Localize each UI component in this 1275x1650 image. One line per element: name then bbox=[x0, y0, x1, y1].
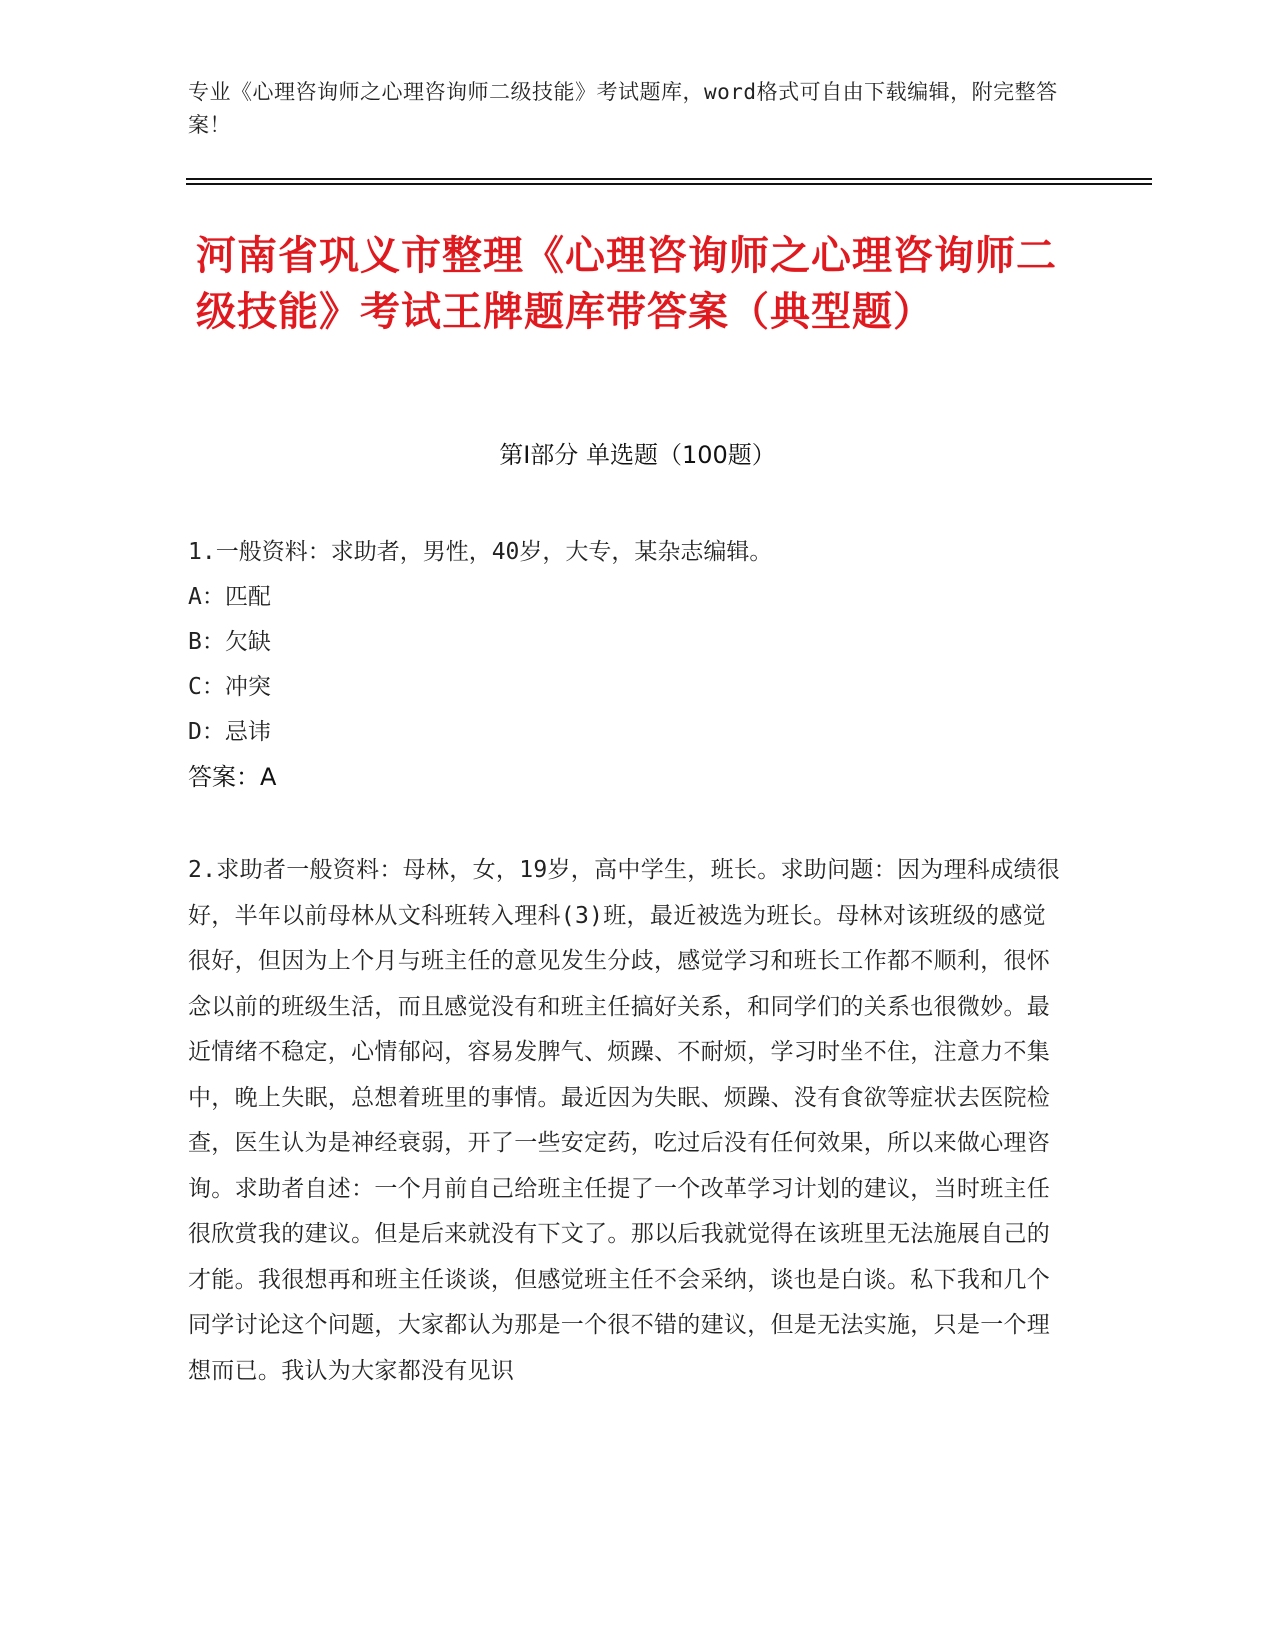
option-d: D：忌讳 bbox=[188, 719, 271, 745]
header-divider-top bbox=[186, 178, 1152, 180]
option-c: C：冲突 bbox=[188, 674, 271, 700]
header-divider-bottom bbox=[186, 183, 1152, 185]
answer: 答案：A bbox=[188, 763, 277, 791]
question-1 bbox=[188, 530, 1068, 800]
document-title: 河南省巩义市整理《心理咨询师之心理咨询师二级技能》考试王牌题库带答案（典型题） bbox=[196, 233, 1057, 335]
question-stem: 1.一般资料：求助者，男性，40岁，大专，某杂志编辑。 bbox=[188, 539, 773, 565]
option-b: B：欠缺 bbox=[188, 629, 271, 655]
section-heading: 第Ⅰ部分 单选题（100题） bbox=[499, 441, 776, 469]
option-a: A：匹配 bbox=[188, 584, 271, 610]
question-2: 2.求助者一般资料：母林，女，19岁，高中学生，班长。求助问题：因为理科成绩很好，半年以前母林从文科班转入理科(3)班，最近被选为班长。母林对该班级的感觉很好，但因为上个月与班主任的意见发生分歧，感觉学习和班长工作都不顺利，很怀念以前的班级生活，而且感觉没有和班主任搞好关系，和同学们的关系也很微妙。最近情绪不稳定，心情郁闷，容易发脾气、烦躁、不耐烦，学习时坐不住，注意力不集中，晚上失眠，总想着班里的事情。最近因为失眠、烦躁、没有食欲等症状去医院检查，医生认为是神经衰弱，开了一些安定药，吃过后没有任何效果，所以来做心理咨询。求助者自述：一个月前自己给班主任提了一个改革学习计划的建议，当时班主任很欣赏我的建议。但是后来就没有下文了。那以后我就觉得在该班里无法施展自己的才能。我很想再和班主任谈谈，但感觉班主任不会采纳，谈也是白谈。私下我和几个同学讨论这个问题，大家都认为那是一个很不错的建议，但是无法实施，只是一个理想而已。我认为大家都没有见识 bbox=[188, 857, 1061, 1384]
header-note: 专业《心理咨询师之心理咨询师二级技能》考试题库，word格式可自由下载编辑，附完整答案！ bbox=[188, 80, 1058, 137]
